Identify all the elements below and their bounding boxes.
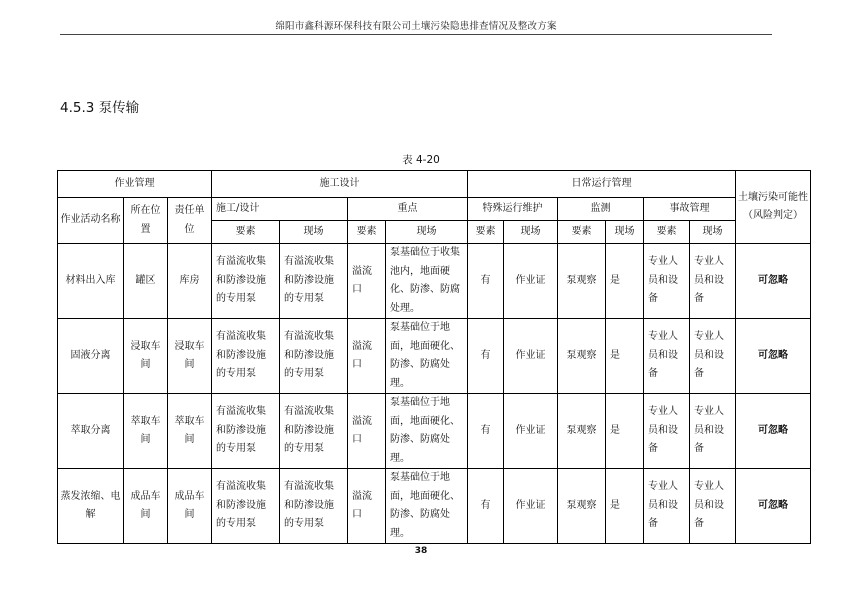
cell-activity: 固液分离 xyxy=(58,319,124,394)
cell-unit: 浸取车间 xyxy=(168,319,212,394)
header-element: 要素 xyxy=(644,221,690,244)
cell-design-element: 有溢流收集和防渗设施的专用泵 xyxy=(212,319,280,394)
cell-monitor-element: 泵观察 xyxy=(558,319,606,394)
cell-accident-element: 专业人员和设备 xyxy=(644,319,690,394)
cell-design-site: 有溢流收集和防渗设施的专用泵 xyxy=(280,469,348,544)
cell-design-element: 有溢流收集和防渗设施的专用泵 xyxy=(212,394,280,469)
cell-accident-site: 专业人员和设备 xyxy=(690,319,736,394)
header-row-groups xyxy=(58,171,811,198)
cell-key-site: 泵基础位于地面，地面硬化、防渗、防腐处理。 xyxy=(386,394,468,469)
cell-monitor-site: 是 xyxy=(606,394,644,469)
table-row xyxy=(58,244,811,319)
cell-maint-element: 有 xyxy=(468,469,504,544)
cell-monitor-element: 泵观察 xyxy=(558,469,606,544)
header-element: 要素 xyxy=(212,221,280,244)
cell-key-element: 溢流口 xyxy=(348,394,386,469)
header-construction-design: 施工/设计 xyxy=(212,198,348,221)
header-monitoring: 监测 xyxy=(558,198,644,221)
section-heading: 4.5.3 泵传输 xyxy=(60,100,140,116)
cell-maint-element: 有 xyxy=(468,319,504,394)
cell-key-site: 泵基础位于收集池内，地面硬化、防渗、防腐处理。 xyxy=(386,244,468,319)
group-operation: 作业管理 xyxy=(58,171,212,198)
cell-unit: 萃取车间 xyxy=(168,394,212,469)
header-rule xyxy=(60,34,772,35)
cell-accident-element: 专业人员和设备 xyxy=(644,244,690,319)
header-site: 现场 xyxy=(280,221,348,244)
risk-table xyxy=(57,170,811,544)
cell-accident-element: 专业人员和设备 xyxy=(644,394,690,469)
cell-design-element: 有溢流收集和防渗设施的专用泵 xyxy=(212,469,280,544)
header-row-subgroups xyxy=(58,198,811,221)
cell-maint-site: 作业证 xyxy=(504,469,558,544)
cell-location: 浸取车间 xyxy=(124,319,168,394)
cell-maint-site: 作业证 xyxy=(504,394,558,469)
cell-design-element: 有溢流收集和防渗设施的专用泵 xyxy=(212,244,280,319)
cell-risk: 可忽略 xyxy=(736,394,811,469)
cell-risk: 可忽略 xyxy=(736,469,811,544)
header-element: 要素 xyxy=(468,221,504,244)
cell-design-site: 有溢流收集和防渗设施的专用泵 xyxy=(280,394,348,469)
cell-key-element: 溢流口 xyxy=(348,319,386,394)
header-element: 要素 xyxy=(348,221,386,244)
cell-maint-element: 有 xyxy=(468,244,504,319)
header-site: 现场 xyxy=(504,221,558,244)
cell-key-site: 泵基础位于地面，地面硬化、防渗、防腐处理。 xyxy=(386,469,468,544)
cell-activity: 蒸发浓缩、电解 xyxy=(58,469,124,544)
table-caption: 表 4-20 xyxy=(402,154,440,166)
group-daily: 日常运行管理 xyxy=(468,171,736,198)
header-accident: 事故管理 xyxy=(644,198,736,221)
cell-activity: 材料出入库 xyxy=(58,244,124,319)
cell-unit: 库房 xyxy=(168,244,212,319)
cell-activity: 萃取分离 xyxy=(58,394,124,469)
cell-maint-site: 作业证 xyxy=(504,319,558,394)
table-row xyxy=(58,394,811,469)
header-site: 现场 xyxy=(690,221,736,244)
cell-design-site: 有溢流收集和防渗设施的专用泵 xyxy=(280,319,348,394)
header-key-point: 重点 xyxy=(348,198,468,221)
cell-accident-site: 专业人员和设备 xyxy=(690,469,736,544)
header-special-maintenance: 特殊运行维护 xyxy=(468,198,558,221)
cell-risk: 可忽略 xyxy=(736,319,811,394)
cell-design-site: 有溢流收集和防渗设施的专用泵 xyxy=(280,244,348,319)
cell-maint-element: 有 xyxy=(468,394,504,469)
cell-location: 成品车间 xyxy=(124,469,168,544)
cell-location: 罐区 xyxy=(124,244,168,319)
cell-key-site: 泵基础位于地面，地面硬化、防渗、防腐处理。 xyxy=(386,319,468,394)
cell-key-element: 溢流口 xyxy=(348,244,386,319)
table-row xyxy=(58,319,811,394)
cell-location: 萃取车间 xyxy=(124,394,168,469)
cell-monitor-element: 泵观察 xyxy=(558,244,606,319)
header-site: 现场 xyxy=(606,221,644,244)
header-element: 要素 xyxy=(558,221,606,244)
header-site: 现场 xyxy=(386,221,468,244)
header-activity: 作业活动名称 xyxy=(58,198,124,244)
cell-accident-site: 专业人员和设备 xyxy=(690,394,736,469)
cell-monitor-site: 是 xyxy=(606,244,644,319)
cell-monitor-site: 是 xyxy=(606,319,644,394)
page-number: 38 xyxy=(414,546,428,556)
header-risk: 土壤污染可能性（风险判定） xyxy=(736,171,811,244)
cell-key-element: 溢流口 xyxy=(348,469,386,544)
table-row xyxy=(58,469,811,544)
header-location: 所在位置 xyxy=(124,198,168,244)
cell-unit: 成品车间 xyxy=(168,469,212,544)
cell-maint-site: 作业证 xyxy=(504,244,558,319)
header-unit: 责任单位 xyxy=(168,198,212,244)
cell-accident-element: 专业人员和设备 xyxy=(644,469,690,544)
document-header: 绵阳市鑫科源环保科技有限公司土壤污染隐患排查情况及整改方案 xyxy=(275,21,557,32)
group-construction: 施工设计 xyxy=(212,171,468,198)
cell-monitor-site: 是 xyxy=(606,469,644,544)
cell-monitor-element: 泵观察 xyxy=(558,394,606,469)
cell-accident-site: 专业人员和设备 xyxy=(690,244,736,319)
cell-risk: 可忽略 xyxy=(736,244,811,319)
